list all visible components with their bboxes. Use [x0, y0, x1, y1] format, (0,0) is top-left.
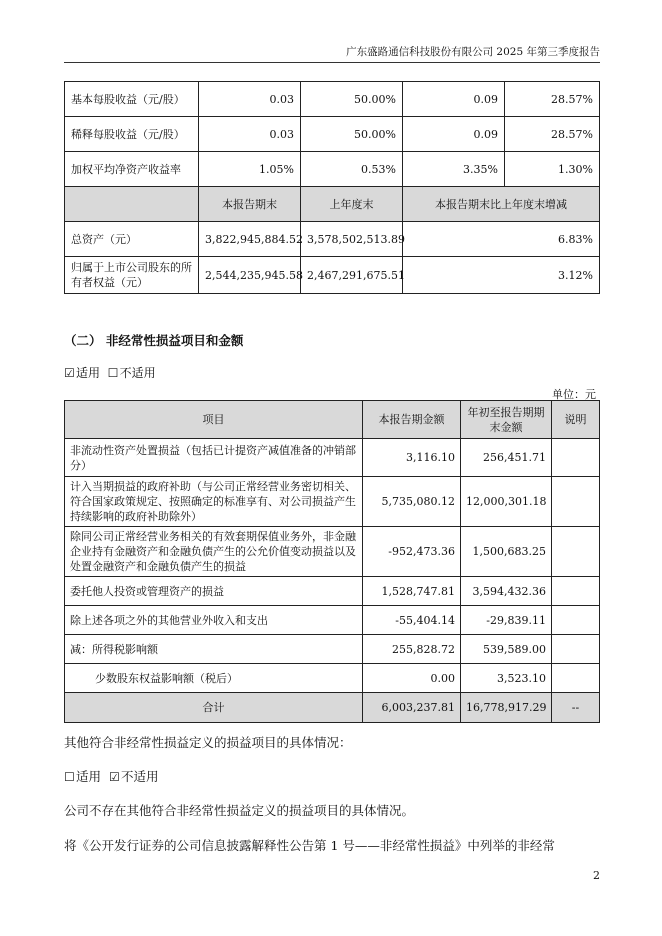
not-applicable-label: 不适用: [120, 769, 159, 784]
cell: 3,594,432.36: [461, 577, 552, 606]
table-row: [65, 606, 600, 635]
cell: 3,116.10: [363, 439, 461, 477]
paragraph: 将《公开发行证券的公司信息披露解释性公告第 1 号——非经常性损益》中列举的非经常: [64, 838, 555, 853]
cell: -55,404.14: [363, 606, 461, 635]
total-row: [65, 693, 600, 723]
table-row: [65, 222, 600, 257]
header-cell: 说明: [552, 401, 600, 439]
item-cell: 少数股东权益影响额（税后）: [65, 664, 363, 693]
item-cell: 减：所得税影响额: [65, 635, 363, 664]
cell: 0.03: [199, 117, 301, 152]
page-number: 2: [593, 869, 600, 882]
total-label: 合计: [65, 693, 363, 723]
table-row: [65, 117, 600, 152]
cell: 0.53%: [301, 152, 403, 187]
cell: 50.00%: [301, 117, 403, 152]
financial-indicators-table: [64, 81, 600, 294]
cell: 256,451.71: [461, 439, 552, 477]
not-applicable-label: 不适用: [119, 366, 156, 380]
cell: 3,523.10: [461, 664, 552, 693]
header-blank: [65, 187, 199, 222]
cell: 6.83%: [403, 222, 600, 257]
cell: 539,589.00: [461, 635, 552, 664]
row-label: 归属于上市公司股东的所有者权益（元）: [65, 257, 199, 294]
note-cell: [552, 606, 600, 635]
item-cell: 计入当期损益的政府补助（与公司正常经营业务密切相关、符合国家政策规定、按照确定的标准享有、对公司损益产生持续影响的政府补助除外）: [65, 477, 363, 527]
cell: 1,528,747.81: [363, 577, 461, 606]
cell: 6,003,237.81: [363, 693, 461, 723]
note-cell: [552, 577, 600, 606]
table-row: [65, 82, 600, 117]
cell: 1,500,683.25: [461, 527, 552, 577]
cell: 3,578,502,513.89: [301, 222, 403, 257]
non-recurring-items-table: [64, 400, 600, 723]
applicable-label: 适用: [76, 769, 102, 784]
cell: 3.35%: [403, 152, 505, 187]
item-cell: 委托他人投资或管理资产的损益: [65, 577, 363, 606]
page-header: 广东盛路通信科技股份有限公司 2025 年第三季度报告: [346, 46, 600, 58]
table-row: [65, 577, 600, 606]
table-row: [65, 439, 600, 477]
header-cell: 本报告期金额: [363, 401, 461, 439]
cell: 50.00%: [301, 82, 403, 117]
note-cell: --: [552, 693, 600, 723]
row-label: 总资产（元）: [65, 222, 199, 257]
checked-box-icon: ☑: [108, 770, 120, 784]
cell: 3,822,945,884.52: [199, 222, 301, 257]
unit-label: 单位：元: [552, 388, 596, 401]
applicable-choice-2: [64, 767, 158, 785]
table-row: [65, 477, 600, 527]
cell: 0.03: [199, 82, 301, 117]
row-label: 稀释每股收益（元/股）: [65, 117, 199, 152]
table-header-row: [65, 187, 600, 222]
section-title: （二） 非经常性损益项目和金额: [64, 333, 244, 348]
table-row: [65, 152, 600, 187]
note-cell: [552, 527, 600, 577]
item-cell: 除上述各项之外的其他营业外收入和支出: [65, 606, 363, 635]
unchecked-box-icon: ☐: [64, 770, 75, 784]
unchecked-box-icon: ☐: [107, 366, 119, 380]
cell: 28.57%: [505, 117, 600, 152]
paragraph: 公司不存在其他符合非经常性损益定义的损益项目的具体情况。: [64, 803, 415, 818]
table-row: [65, 527, 600, 577]
cell: 12,000,301.18: [461, 477, 552, 527]
header-cell: 本报告期末: [199, 187, 301, 222]
cell: 2,544,235,945.58: [199, 257, 301, 294]
table-row: [65, 257, 600, 294]
note-cell: [552, 664, 600, 693]
row-label: 基本每股收益（元/股）: [65, 82, 199, 117]
cell: 1.30%: [505, 152, 600, 187]
cell: 0.00: [363, 664, 461, 693]
note-cell: [552, 477, 600, 527]
cell: 16,778,917.29: [461, 693, 552, 723]
header-cell: 项目: [65, 401, 363, 439]
checked-box-icon: ☑: [64, 366, 75, 380]
cell: 28.57%: [505, 82, 600, 117]
cell: 3.12%: [403, 257, 600, 294]
cell: 0.09: [403, 82, 505, 117]
cell: 255,828.72: [363, 635, 461, 664]
header-cell: 本报告期末比上年度末增减: [403, 187, 600, 222]
item-cell: 除同公司正常经营业务相关的有效套期保值业务外，非金融企业持有金融资产和金融负债产生的公允价值变动损益以及处置金融资产和金融负债产生的损益: [65, 527, 363, 577]
item-cell: 非流动性资产处置损益（包括已计提资产减值准备的冲销部分）: [65, 439, 363, 477]
table-row: [65, 664, 600, 693]
header-cell: 上年度末: [301, 187, 403, 222]
cell: -29,839.11: [461, 606, 552, 635]
table-header-row: [65, 401, 600, 439]
cell: 5,735,080.12: [363, 477, 461, 527]
cell: 0.09: [403, 117, 505, 152]
note-cell: [552, 635, 600, 664]
paragraph: 其他符合非经常性损益定义的损益项目的具体情况：: [64, 735, 352, 750]
applicable-label: 适用: [76, 366, 101, 380]
header-cell: 年初至报告期期末金额: [461, 401, 552, 439]
header-rule: [64, 62, 600, 63]
applicable-choice: [64, 364, 156, 381]
table-row: [65, 635, 600, 664]
cell: 2,467,291,675.51: [301, 257, 403, 294]
cell: 1.05%: [199, 152, 301, 187]
note-cell: [552, 439, 600, 477]
cell: -952,473.36: [363, 527, 461, 577]
row-label: 加权平均净资产收益率: [65, 152, 199, 187]
